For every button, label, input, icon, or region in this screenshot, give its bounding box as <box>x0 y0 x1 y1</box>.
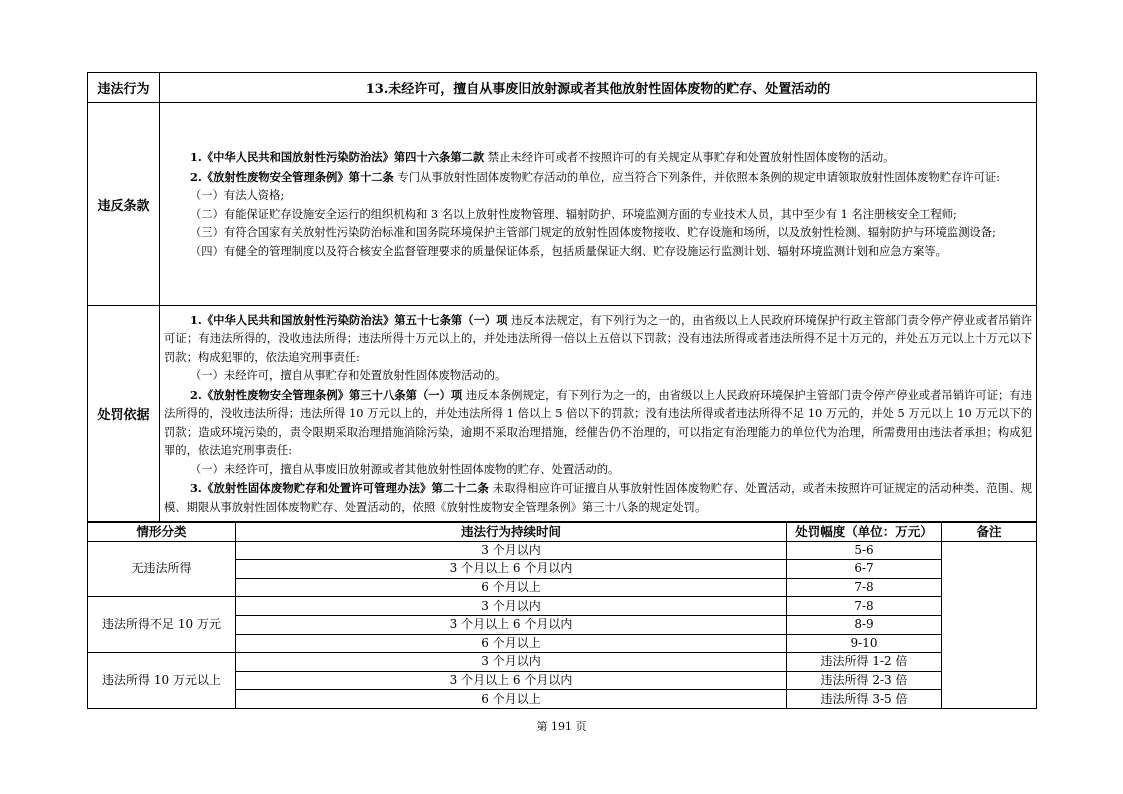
range-cell: 8-9 <box>787 615 942 634</box>
basis-ref-2: 2.《放射性废物安全管理条例》第三十八条第（一）项 <box>190 387 463 402</box>
table-header-row <box>88 523 1037 542</box>
clause-paragraph-1 <box>164 148 1032 168</box>
column-header: 备注 <box>942 523 1037 542</box>
range-cell: 9-10 <box>787 634 942 653</box>
basis-text-2: 违反本条例规定，有下列行为之一的，由省级以上人民政府环境保护主管部门责令停产停业或者吊销许可证；有违法所得的，没收违法所得；违法所得 10 万元以上的，并处违法所得 1 倍以上 5 倍以下的罚款；没有违法所得或者违法所得不足 10 万元的，并处 5 万元以上 10 万元以下的罚款；造成环境污染的，责令限期采取治理措施消除污染，逾期不采取治理措施，经催告仍不治理的，可以指定有治理能力的单位代为治理，所需费用由违法者承担；构成犯罪的，依法追究刑事责任: <box>164 388 1032 458</box>
basis-paragraph-1 <box>164 311 1032 368</box>
violation-title: 13.未经许可，擅自从事废旧放射源或者其他放射性固体废物的贮存、处置活动的 <box>160 73 1037 103</box>
range-cell: 7-8 <box>787 578 942 597</box>
regulation-table <box>87 72 1037 522</box>
column-header: 情形分类 <box>88 523 236 542</box>
range-cell: 6-7 <box>787 560 942 579</box>
clause-paragraph-2 <box>164 168 1032 188</box>
clause-item: （四）有健全的管理制度以及符合核安全监督管理要求的质量保证体系，包括质量保证大纲、贮存设施运行监测计划、辐射环境监测计划和应急方案等。 <box>190 244 947 258</box>
basis-ref-1: 1.《中华人民共和国放射性污染防治法》第五十七条第（一）项 <box>190 312 508 327</box>
range-cell: 7-8 <box>787 597 942 616</box>
page-number: 第 191 页 <box>536 720 587 733</box>
clauses-label: 违反条款 <box>88 103 160 306</box>
remarks-cell <box>942 541 1037 708</box>
range-cell: 违法所得 2-3 倍 <box>787 671 942 690</box>
table-row <box>88 653 1037 672</box>
basis-content <box>160 306 1037 522</box>
duration-cell: 6 个月以上 <box>236 634 787 653</box>
clauses-content <box>160 103 1037 306</box>
duration-cell: 3 个月以内 <box>236 541 787 560</box>
basis-paragraph-3 <box>164 479 1032 517</box>
penalty-table <box>87 522 1037 709</box>
range-cell: 5-6 <box>787 541 942 560</box>
column-header: 处罚幅度（单位：万元） <box>787 523 942 542</box>
basis-item-1: （一）未经许可，擅自从事贮存和处置放射性固体废物活动的。 <box>190 369 507 383</box>
basis-ref-3: 3.《放射性固体废物贮存和处置许可管理办法》第二十二条 <box>190 481 489 496</box>
duration-cell: 3 个月以上 6 个月以内 <box>236 671 787 690</box>
category-cell: 无违法所得 <box>88 541 236 597</box>
range-cell: 违法所得 3-5 倍 <box>787 690 942 709</box>
duration-cell: 3 个月以内 <box>236 653 787 672</box>
category-cell: 违法所得 10 万元以上 <box>88 653 236 709</box>
duration-cell: 3 个月以内 <box>236 597 787 616</box>
basis-text-1: 违反本法规定，有下列行为之一的，由省级以上人民政府环境保护行政主管部门责令停产停业或者吊销许可证；有违法所得的，没收违法所得；违法所得十万元以上的，并处违法所得一倍以上五倍以下罚款；没有违法所得或者违法所得不足十万元的，并处五万元以上十万元以下罚款；构成犯罪的，依法追究刑事责任: <box>164 313 1032 364</box>
table-row <box>88 541 1037 560</box>
table-row <box>88 597 1037 616</box>
clause-ref-2: 2.《放射性废物安全管理条例》第十二条 <box>190 169 394 184</box>
range-cell: 违法所得 1-2 倍 <box>787 653 942 672</box>
basis-label: 处罚依据 <box>88 306 160 522</box>
clause-text-1: 禁止未经许可或者不按照许可的有关规定从事贮存和处置放射性固体废物的活动。 <box>484 151 895 164</box>
duration-cell: 3 个月以上 6 个月以内 <box>236 560 787 579</box>
violation-label: 违法行为 <box>88 73 160 103</box>
column-header: 违法行为持续时间 <box>236 523 787 542</box>
duration-cell: 3 个月以上 6 个月以内 <box>236 615 787 634</box>
clause-item: （一）有法人资格; <box>190 189 285 202</box>
clause-item: （二）有能保证贮存设施安全运行的组织机构和 3 名以上放射性废物管理、辐射防护、环境监测方面的专业技术人员，其中至少有 1 名注册核安全工程师; <box>190 207 957 221</box>
duration-cell: 6 个月以上 <box>236 690 787 709</box>
clause-ref-1: 1.《中华人民共和国放射性污染防治法》第四十六条第二款 <box>190 150 485 164</box>
duration-cell: 6 个月以上 <box>236 578 787 597</box>
clause-item: （三）有符合国家有关放射性污染防治标准和国务院环境保护主管部门规定的放射性固体废物接收、贮存设施和场所，以及放射性检测、辐射防护与环境监测设备; <box>190 226 996 239</box>
basis-paragraph-2 <box>164 386 1032 461</box>
basis-text-3: 未取得相应许可证擅自从事放射性固体废物贮存、处置活动，或者未按照许可证规定的活动种类、范围、规模、期限从事放射性固体废物贮存、处置活动的，依照《放射性废物安全管理条例》第三十八条的规定处罚。 <box>164 482 1032 514</box>
category-cell: 违法所得不足 10 万元 <box>88 597 236 653</box>
basis-item-2: （一）未经许可，擅自从事废旧放射源或者其他放射性固体废物的贮存、处置活动的。 <box>190 462 620 476</box>
clause-text-2: 专门从事放射性固体废物贮存活动的单位，应当符合下列条件，并依照本条例的规定申请领取放射性固体废物贮存许可证: <box>393 170 1000 184</box>
